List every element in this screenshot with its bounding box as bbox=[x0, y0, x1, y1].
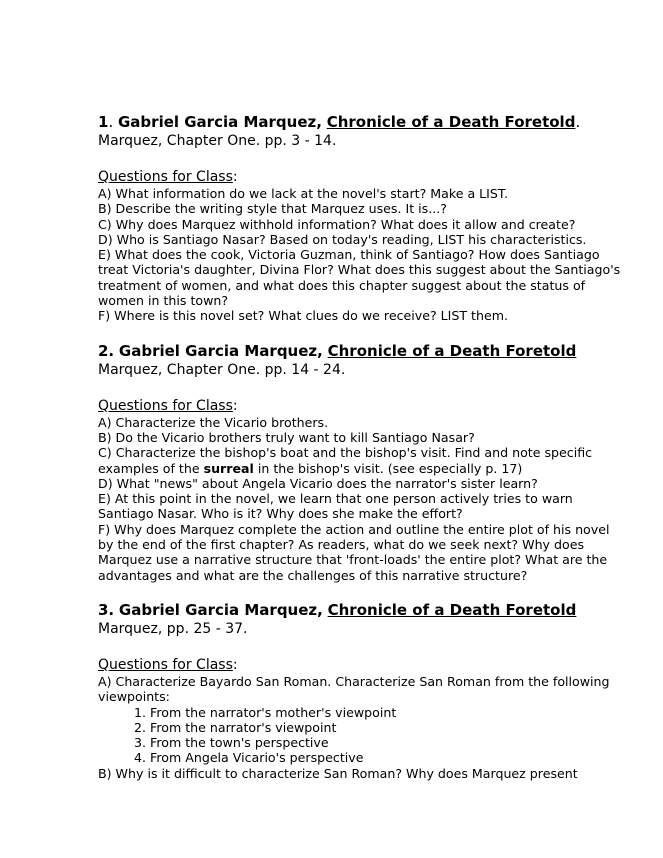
section-number: 3. bbox=[98, 600, 115, 619]
viewpoint-list bbox=[98, 705, 628, 766]
question-item: B) Do the Vicario brothers truly want to kill Santiago Nasar? bbox=[98, 429, 475, 445]
author-name: Gabriel Garcia Marquez, bbox=[118, 600, 323, 619]
section-number-dot: . bbox=[108, 113, 114, 131]
question-item: B) Why is it difficult to characterize San Roman? Why does Marquez present bbox=[98, 765, 578, 781]
questions-label-text: Questions for Class bbox=[98, 397, 233, 414]
viewpoint-item: 1. From the narrator's mother's viewpoint bbox=[134, 704, 397, 720]
question-c-emphasis: surreal bbox=[203, 460, 254, 476]
document-page bbox=[98, 113, 628, 781]
questions-label-colon: : bbox=[232, 397, 238, 414]
section-number: 1 bbox=[98, 113, 109, 131]
book-title: Chronicle of a Death Foretold bbox=[326, 113, 576, 131]
question-item: A) Characterize the Vicario brothers. bbox=[98, 414, 329, 430]
reading-assignment: Marquez, pp. 25 - 37. bbox=[98, 620, 248, 637]
book-title: Chronicle of a Death Foretold bbox=[327, 600, 577, 619]
question-item: D) What "news" about Angela Vicario does the narrator's sister learn? bbox=[98, 475, 538, 491]
question-item: F) Where is this novel set? What clues do we receive? LIST them. bbox=[98, 308, 508, 324]
questions-label-text: Questions for Class bbox=[98, 169, 233, 185]
section-heading bbox=[98, 113, 628, 132]
author-name: Gabriel Garcia Marquez, bbox=[118, 341, 323, 360]
question-item: A) What information do we lack at the novel's start? Make a LIST. bbox=[98, 186, 509, 201]
reading-assignment: Marquez, Chapter One. pp. 3 - 14. bbox=[98, 133, 337, 149]
question-c-text: C) Characterize the bishop's boat and the bishop's visit. Find and note specific examples of the bbox=[98, 445, 593, 476]
question-item: E) At this point in the novel, we learn that one person actively tries to warn Santiago Nasar. Who is it? Why does she make the effort? bbox=[98, 491, 573, 522]
book-title-suffix: . bbox=[575, 113, 581, 131]
question-item: F) Why does Marquez complete the action and outline the entire plot of his novel by the end of the first chapter? As readers, what do we seek next? Why does Marquez use a narrative structure that 'front-loads' the entire plot? What are the advantages and what are the challenges of this narrative structure? bbox=[98, 521, 610, 583]
questions-label-colon: : bbox=[232, 169, 238, 185]
book-title: Chronicle of a Death Foretold bbox=[327, 341, 577, 360]
section-number: 2. bbox=[98, 341, 115, 360]
section-3 bbox=[98, 601, 628, 781]
question-item: A) Characterize Bayardo San Roman. Characterize San Roman from the following viewpoints: bbox=[98, 673, 610, 705]
question-item: D) Who is Santiago Nasar? Based on today's reading, LIST his characteristics. bbox=[98, 231, 587, 247]
questions-label-colon: : bbox=[232, 656, 238, 673]
section-heading bbox=[98, 601, 628, 620]
questions-label bbox=[98, 398, 628, 415]
questions-label bbox=[98, 169, 628, 186]
questions-label bbox=[98, 657, 628, 674]
question-item: E) What does the cook, Victoria Guzman, think of Santiago? How does Santiago treat Victoria's daughter, Divina Flor? What does this suggest about the Santiago's treatment of women, and what does this chapter suggest about the status of women in this town? bbox=[98, 247, 621, 309]
question-item: C) Why does Marquez withhold information? What does it allow and create? bbox=[98, 216, 576, 232]
viewpoint-item: 2. From the narrator's viewpoint bbox=[134, 719, 337, 735]
question-item: B) Describe the writing style that Marquez uses. It is...? bbox=[98, 201, 447, 217]
question-c-text-end: in the bishop's visit. (see especially p. 17) bbox=[253, 460, 523, 476]
section-heading bbox=[98, 342, 628, 361]
author-name: Gabriel Garcia Marquez, bbox=[118, 113, 322, 131]
viewpoint-item: 3. From the town's perspective bbox=[134, 735, 329, 751]
questions-label-text: Questions for Class bbox=[98, 656, 233, 673]
viewpoint-item: 4. From Angela Vicario's perspective bbox=[134, 750, 364, 766]
question-item-c bbox=[98, 445, 628, 476]
section-1 bbox=[98, 113, 628, 324]
section-2 bbox=[98, 342, 628, 583]
reading-assignment: Marquez, Chapter One. pp. 14 - 24. bbox=[98, 361, 346, 378]
